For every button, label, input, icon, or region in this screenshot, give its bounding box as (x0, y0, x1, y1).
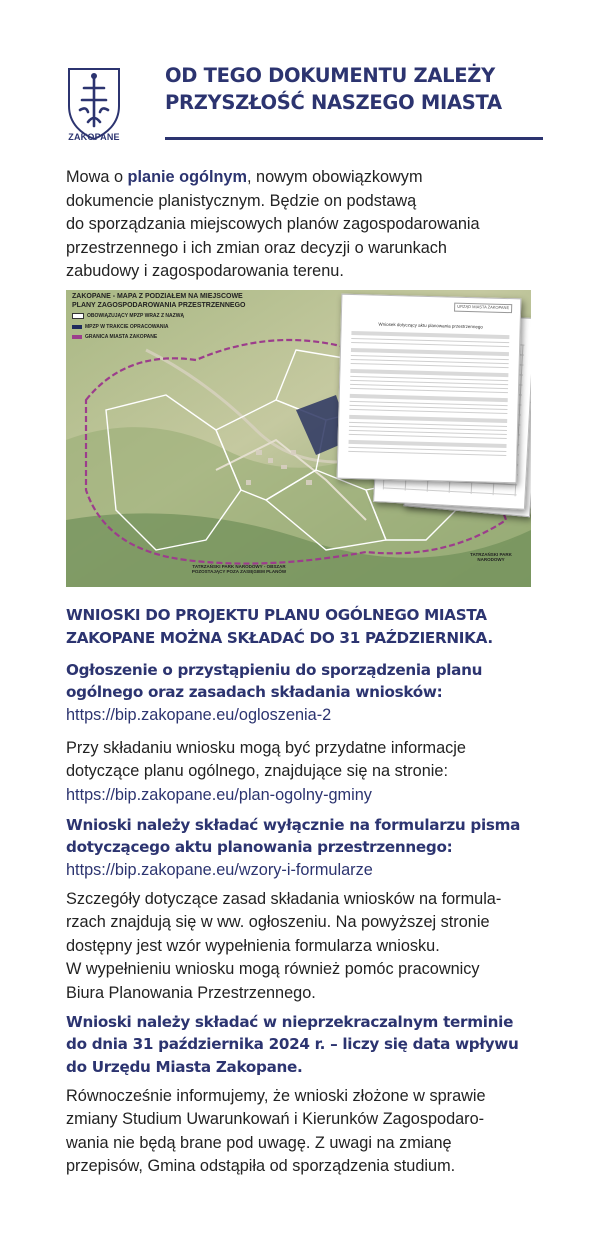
title-line: OD TEGO DOKUMENTU ZALEŻY (165, 64, 495, 87)
legend-swatch (72, 313, 84, 319)
para-line: rzach znajdują się w ww. ogłoszeniu. Na powyższej stronie (66, 913, 490, 932)
section-bold-line: do Urzędu Miasta Zakopane. (66, 1057, 303, 1076)
section-bold-line: do dnia 31 października 2024 r. – liczy się data wpływu (66, 1035, 519, 1054)
intro-line: dokumencie planistycznym. Będzie on podstawą (66, 191, 417, 210)
plan-info-link[interactable]: https://bip.zakopane.eu/plan-ogolny-gminy (66, 785, 372, 804)
legend-label: GRANICA MIASTA ZAKOPANE (85, 334, 158, 340)
para-line: dotyczące planu ogólnego, znajdujące się na stronie: (66, 762, 448, 781)
studium-notice (66, 1085, 556, 1179)
form-title: Wniosek dotyczący aktu planowania przestrzennego (378, 321, 483, 330)
intro-text: , nowym obowiązkowym (246, 168, 423, 186)
deadline-notice (66, 1011, 556, 1078)
intro-highlight: planie ogólnym (127, 168, 247, 186)
legend-swatch (72, 335, 82, 339)
map-label-tpn-outside: TATRZAŃSKI PARK NARODOWY - OBSZAR POZOSTAJĄCY POZA ZASIĘGIEM PLANÓW (191, 564, 287, 574)
zakopane-coat-of-arms-icon (66, 66, 122, 142)
intro-line: przestrzennego i ich zmian oraz decyzji o warunkach (66, 238, 447, 257)
para-line: zmiany Studium Uwarunkowań i Kierunków Zagospodaro- (66, 1110, 485, 1129)
map-title-line: PLANY ZAGOSPODAROWANIA PRZESTRZENNEGO (72, 301, 246, 309)
section-bold-line: Wnioski należy składać wyłącznie na formularzu pisma (66, 816, 521, 834)
para-line: dostępny jest wzór wypełnienia formularza wniosku. (66, 936, 440, 955)
legend-item (72, 333, 267, 342)
details-section (66, 888, 556, 1005)
deadline-heading (66, 604, 556, 649)
form-section (66, 814, 556, 881)
page-title (165, 62, 565, 116)
heading-line: WNIOSKI DO PROJEKTU PLANU OGÓLNEGO MIASTA (66, 606, 487, 624)
title-underline (165, 137, 543, 140)
zoning-map-figure (66, 290, 531, 587)
intro-text: Mowa o (66, 168, 128, 186)
heading-line: ZAKOPANE MOŻNA SKŁADAĆ DO 31 PAŹDZIERNIKA. (66, 628, 493, 647)
section-bold-line: Ogłoszenie o przystąpieniu do sporządzenia planu (66, 661, 483, 679)
form-document (337, 294, 522, 484)
intro-paragraph (66, 166, 546, 284)
section-bold-line: dotyczącego aktu planowania przestrzennego: (66, 838, 453, 857)
legend-item (72, 323, 267, 332)
intro-line: do sporządzania miejscowych planów zagospodarowania (66, 215, 480, 234)
map-label-tpn: TATRZAŃSKI PARK NARODOWY (470, 552, 512, 562)
para-line: Biura Planowania Przestrzennego. (66, 983, 316, 1002)
para-line: W wypełnieniu wniosku mogą również pomóc pracownicy (66, 960, 480, 979)
para-line: Równocześnie informujemy, że wnioski złożone w sprawie (66, 1087, 486, 1105)
map-legend (72, 293, 267, 342)
legend-label: MPZP W TRAKCIE OPRACOWANIA (85, 323, 169, 330)
title-line: PRZYSZŁOŚĆ NASZEGO MIASTA (165, 91, 502, 114)
section-bold-line: ogólnego oraz zasadach składania wniosków: (66, 683, 443, 702)
legend-item (72, 312, 267, 321)
announcement-section (66, 659, 556, 726)
para-line: przepisów, Gmina odstąpiła od sporządzenia studium. (66, 1157, 456, 1176)
intro-line: zabudowy i zagospodarowania terenu. (66, 262, 344, 281)
section-bold-line: Wnioski należy składać w nieprzekraczalnym terminie (66, 1013, 514, 1031)
announcement-link[interactable]: https://bip.zakopane.eu/ogloszenia-2 (66, 705, 332, 724)
map-title-line: ZAKOPANE - MAPA Z PODZIAŁEM NA MIEJSCOWE (72, 293, 243, 300)
legend-label: OBOWIĄZUJĄCY MPZP WRAZ Z NAZWĄ (87, 313, 185, 319)
para-line: wania nie będą brane pod uwagę. Z uwagi na zmianę (66, 1133, 452, 1152)
form-stamp: URZĄD MIASTA ZAKOPANE (454, 303, 512, 313)
legend-swatch (72, 325, 82, 329)
plan-info-section (66, 737, 556, 806)
forms-link[interactable]: https://bip.zakopane.eu/wzory-i-formularze (66, 860, 373, 879)
logo-text: ZAKOPANE (68, 132, 120, 142)
para-line: Szczegóły dotyczące zasad składania wniosków na formula- (66, 890, 502, 908)
para-line: Przy składaniu wniosku mogą być przydatne informacje (66, 739, 466, 757)
